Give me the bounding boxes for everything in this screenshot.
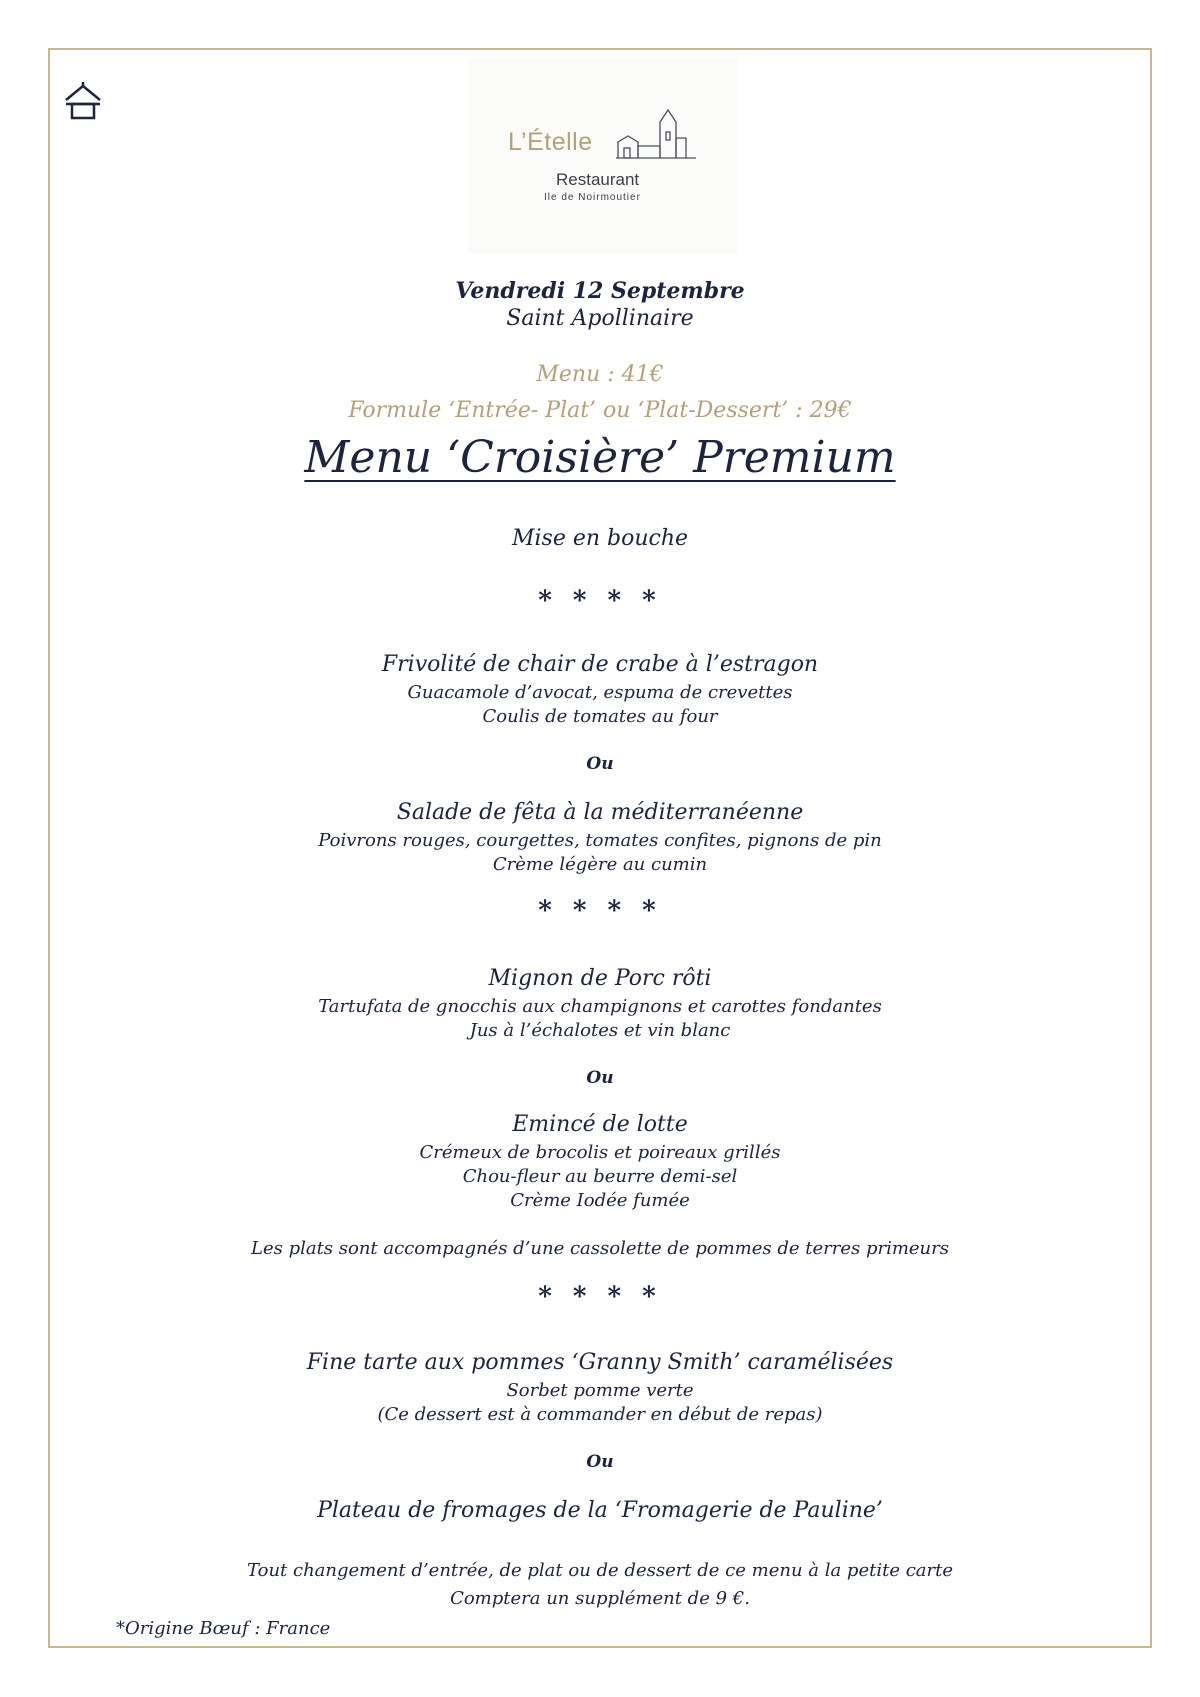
or-label: Ou	[586, 754, 614, 774]
beef-origin-note: *Origine Bœuf : France	[116, 1618, 331, 1639]
house-icon	[62, 82, 104, 122]
amuse-bouche: Mise en bouche	[511, 526, 689, 551]
dessert-1-line: (Ce dessert est à commander en début de repas)	[377, 1404, 823, 1425]
menu-date: Vendredi 12 Septembre	[455, 278, 745, 304]
footer-line: Comptera un supplément de 9 €.	[450, 1588, 750, 1609]
separator: * * * *	[538, 896, 662, 926]
main-2-line: Chou-fleur au beurre demi-sel	[462, 1166, 738, 1187]
dessert-2-name: Plateau de fromages de la ‘Fromagerie de Pauline’	[317, 1498, 883, 1523]
main-2-line: Crémeux de brocolis et poireaux grillés	[419, 1142, 781, 1163]
starter-1-name: Frivolité de chair de crabe à l’estragon	[381, 652, 819, 677]
logo-name: L’Ételle	[508, 128, 593, 156]
logo-location: Ile de Noirmoutier	[544, 192, 641, 203]
page-title	[0, 432, 1200, 483]
starter-2-name: Salade de fêta à la méditerranéenne	[396, 800, 804, 825]
title-text: Menu ‘Croisière’ Premium	[304, 432, 896, 483]
main-1-name: Mignon de Porc rôti	[488, 966, 712, 991]
formula-price: Formule ‘Entrée- Plat’ ou ‘Plat-Dessert’ : 29€	[348, 398, 852, 423]
church-icon	[616, 108, 696, 166]
main-1-line: Jus à l’échalotes et vin blanc	[469, 1020, 731, 1041]
dessert-1-line: Sorbet pomme verte	[506, 1380, 694, 1401]
logo-subtitle: Restaurant	[556, 170, 640, 189]
footer-line: Tout changement d’entrée, de plat ou de dessert de ce menu à la petite carte	[247, 1560, 953, 1581]
starter-2-line: Poivrons rouges, courgettes, tomates confites, pignons de pin	[318, 830, 882, 851]
main-1-line: Tartufata de gnocchis aux champignons et carottes fondantes	[318, 996, 882, 1017]
or-label: Ou	[586, 1068, 614, 1088]
sides-note: Les plats sont accompagnés d’une cassolette de pommes de terres primeurs	[251, 1238, 949, 1259]
starter-1-line: Coulis de tomates au four	[482, 706, 718, 727]
starter-2-line: Crème légère au cumin	[492, 854, 708, 875]
starter-1-line: Guacamole d’avocat, espuma de crevettes	[407, 682, 793, 703]
menu-price: Menu : 41€	[536, 362, 664, 387]
main-2-line: Crème Iodée fumée	[510, 1190, 690, 1211]
separator: * * * *	[538, 1282, 662, 1312]
main-2-name: Emincé de lotte	[512, 1112, 688, 1137]
separator: * * * *	[538, 586, 662, 616]
saint-of-day: Saint Apollinaire	[506, 306, 694, 331]
or-label: Ou	[586, 1452, 614, 1472]
dessert-1-name: Fine tarte aux pommes ‘Granny Smith’ caramélisées	[306, 1350, 894, 1375]
